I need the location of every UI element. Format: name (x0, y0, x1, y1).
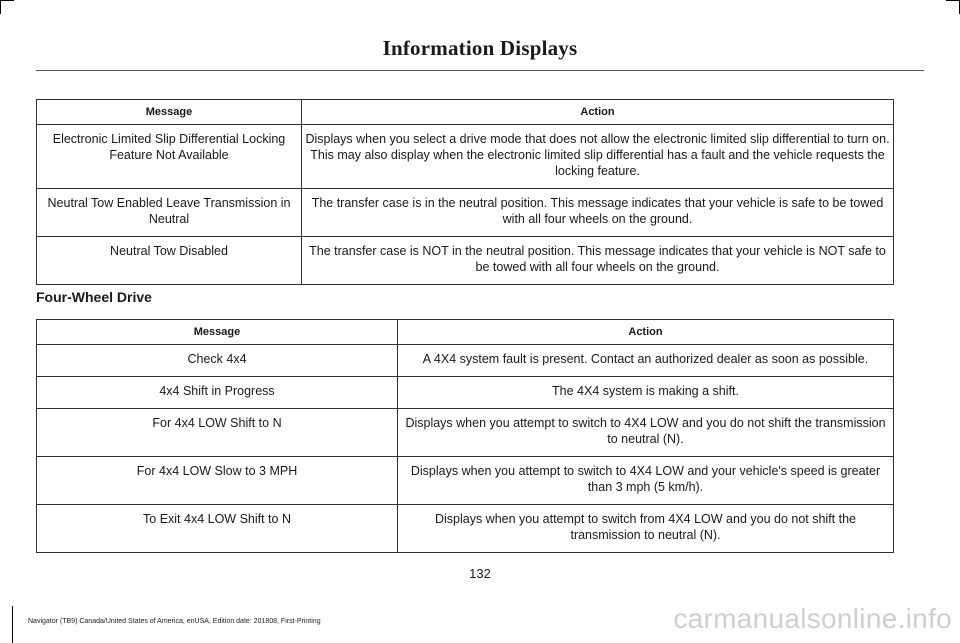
message-table-2 (36, 319, 894, 553)
action-cell: The transfer case is NOT in the neutral position. This message indicates that your vehicle is NOT safe to be towed with all four wheels on the ground. (302, 237, 894, 285)
action-cell: The transfer case is in the neutral position. This message indicates that your vehicle is safe to be towed with all four wheels on the ground. (302, 189, 894, 237)
crop-mark (0, 0, 1, 14)
action-cell: Displays when you attempt to switch from 4X4 LOW and you do not shift the transmission to neutral (N). (398, 505, 894, 553)
message-cell: For 4x4 LOW Slow to 3 MPH (37, 457, 398, 505)
action-cell: A 4X4 system fault is present. Contact an authorized dealer as soon as possible. (398, 345, 894, 377)
action-cell: Displays when you attempt to switch to 4X4 LOW and your vehicle's speed is greater than 3 mph (5 km/h). (398, 457, 894, 505)
header-message: Message (37, 320, 398, 345)
table-row (37, 345, 894, 377)
header-message: Message (37, 100, 302, 125)
section-heading: Four-Wheel Drive (36, 289, 152, 305)
watermark: carmanualsonline.info (673, 603, 952, 634)
crop-mark (946, 0, 960, 1)
table-header-row (37, 320, 894, 345)
table-row (37, 505, 894, 553)
page-number: 132 (469, 566, 491, 581)
page-title: Information Displays (382, 36, 578, 60)
message-cell: Neutral Tow Enabled Leave Transmission in Neutral (37, 189, 302, 237)
message-table-1 (36, 99, 894, 285)
table-row (37, 189, 894, 237)
message-cell: To Exit 4x4 LOW Shift to N (37, 505, 398, 553)
message-cell: Electronic Limited Slip Differential Locking Feature Not Available (37, 125, 302, 189)
action-cell: Displays when you attempt to switch to 4X4 LOW and you do not shift the transmission to neutral (N). (398, 409, 894, 457)
table-row (37, 409, 894, 457)
message-cell: Neutral Tow Disabled (37, 237, 302, 285)
action-cell: The 4X4 system is making a shift. (398, 377, 894, 409)
message-cell: For 4x4 LOW Shift to N (37, 409, 398, 457)
message-cell: Check 4x4 (37, 345, 398, 377)
table-row (37, 457, 894, 505)
footer-edition-info: Navigator (TB9) Canada/United States of America, enUSA, Edition date: 201808, First-Printing (28, 618, 321, 625)
crop-mark (12, 606, 13, 643)
message-cell: 4x4 Shift in Progress (37, 377, 398, 409)
header-action: Action (398, 320, 894, 345)
action-cell: Displays when you select a drive mode that does not allow the electronic limited slip differential to turn on. This may also display when the electronic limited slip differential has a fault and the vehicle requests the locking feature. (302, 125, 894, 189)
table-row (37, 125, 894, 189)
table-row (37, 237, 894, 285)
header-action: Action (302, 100, 894, 125)
table-row (37, 377, 894, 409)
title-divider (36, 70, 924, 71)
crop-mark (0, 0, 14, 1)
table-header-row (37, 100, 894, 125)
